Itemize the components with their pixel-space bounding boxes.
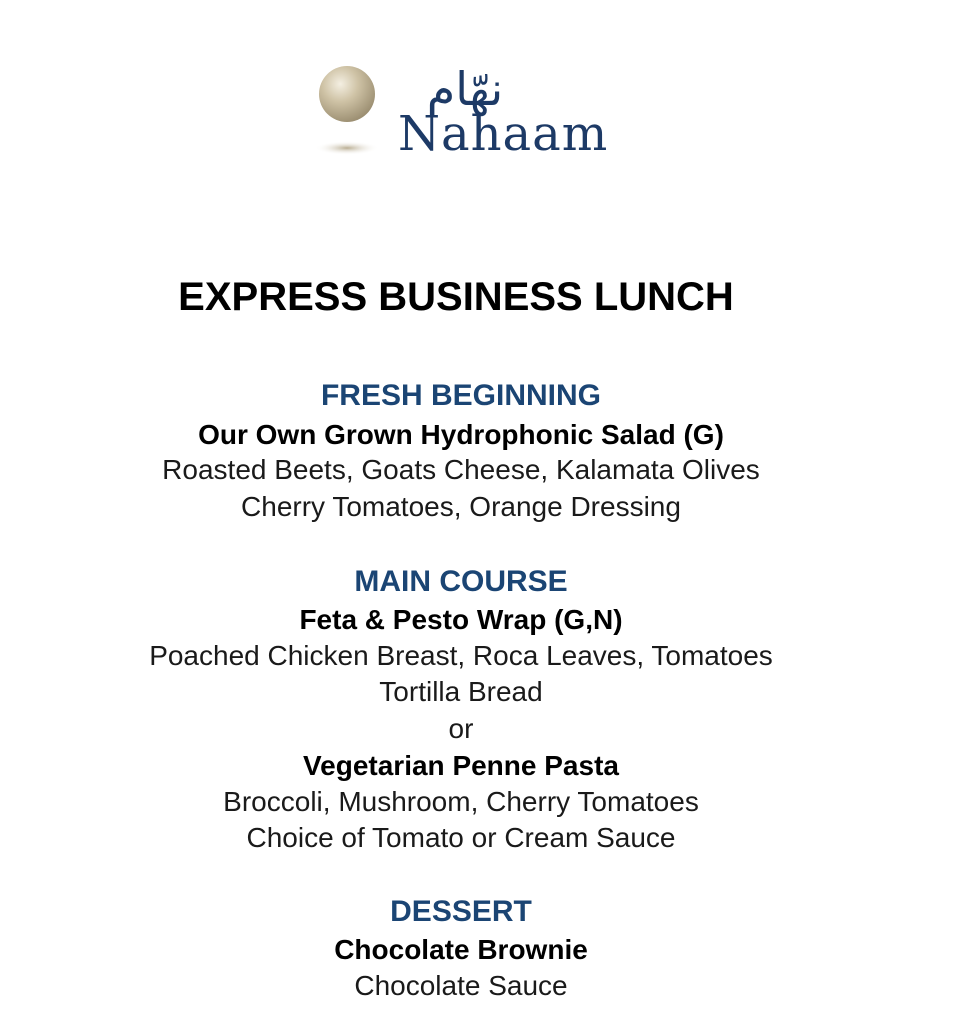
- menu-title: EXPRESS BUSINESS LUNCH: [178, 275, 734, 319]
- dish-name: Feta & Pesto Wrap (G,N): [299, 604, 623, 635]
- dish-description: Chocolate Sauce: [354, 970, 568, 1001]
- section-heading-main-course: MAIN COURSE: [354, 565, 568, 598]
- pearl-icon: [314, 60, 394, 170]
- dish-description: Broccoli, Mushroom, Cherry Tomatoes: [223, 786, 699, 817]
- or-separator: or: [448, 713, 474, 744]
- section-heading-dessert: DESSERT: [390, 895, 532, 928]
- dish-name: Our Own Grown Hydrophonic Salad (G): [198, 419, 724, 450]
- dish-description: Choice of Tomato or Cream Sauce: [246, 822, 676, 853]
- dish-description: Tortilla Bread: [379, 676, 543, 707]
- dish-name: Chocolate Brownie: [334, 934, 588, 965]
- dish-name: Vegetarian Penne Pasta: [303, 750, 619, 781]
- section-heading-fresh-beginning: FRESH BEGINNING: [320, 379, 602, 412]
- logo-arabic-text: نهّام: [426, 62, 504, 116]
- dish-description: Roasted Beets, Goats Cheese, Kalamata Olives: [162, 454, 760, 485]
- logo-latin-text: Nahaam: [398, 106, 609, 162]
- dish-description: Cherry Tomatoes, Orange Dressing: [241, 491, 681, 522]
- logo: [314, 60, 614, 170]
- dish-description: Poached Chicken Breast, Roca Leaves, Tomatoes: [149, 640, 773, 671]
